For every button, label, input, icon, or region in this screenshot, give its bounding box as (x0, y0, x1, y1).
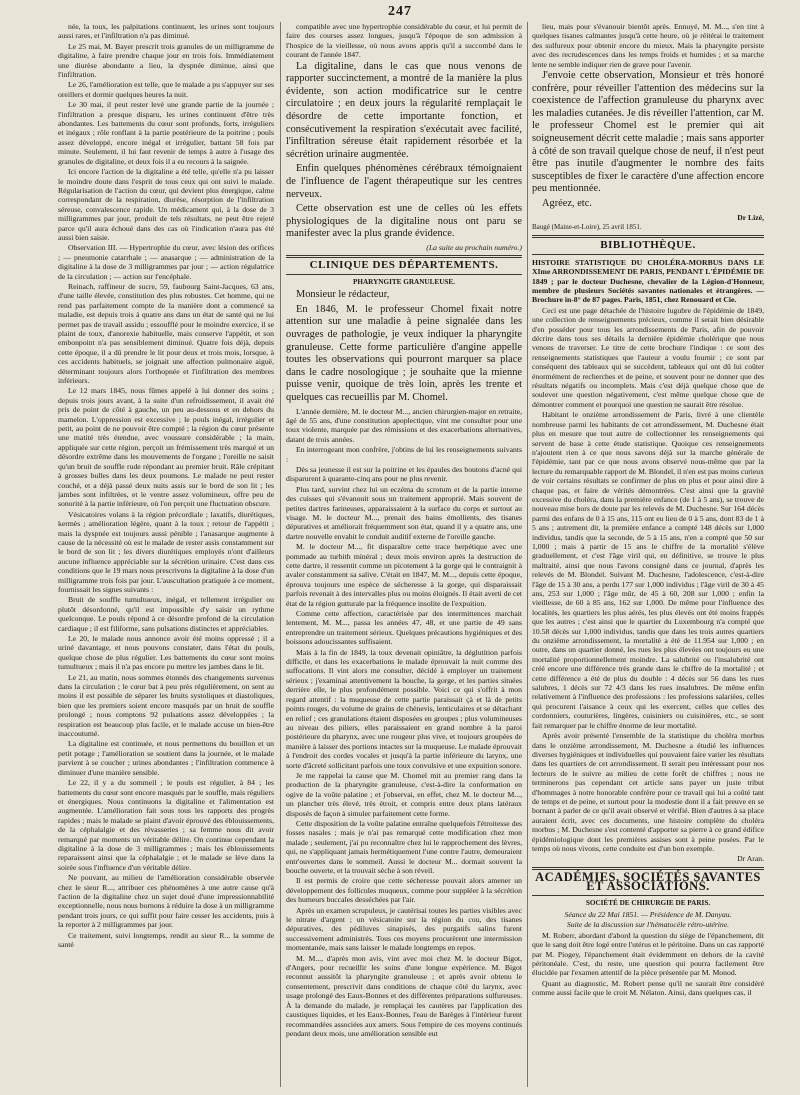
book-heading: HISTOIRE STATISTIQUE DU CHOLÉRA-MORBUS DANS LE XIme ARRONDISSEMENT DE PARIS, PENDANT L'ÉPIDÉMIE DE 1849 ; par le docteur Duchesne, chevalier de la Légion-d'Honneur, membre de plusieurs Sociétés savantes nationales et étrangères. — Brochure in-8° de 87 pages. Paris, 1851, chez Renouard et Cie. (532, 257, 764, 305)
paragraph: La digitaline est continuée, et nous permettons du bouillon et un petit potage ; l'amélioration se soutient dans la journée, et le malade parvient à se coucher ; urines abondantes ; l'infiltration commence à diminuer d'une manière sensible. (58, 739, 274, 777)
paragraph: Agréez, etc. (542, 197, 592, 209)
paragraph: Vésicatoires volans à la région précordiale ; laxatifs, diurétiques, kermès ; amélioration légère, quant à la toux ; retour de l'appétit ; mais la dyspnée est toujours aussi pénible ; l'anasarque augmente à cause de la nécessité où est le malade de rester assis constamment sur le bord de son lit ; les divers diurétiques employés n'ont d'ailleurs aucune influence appréciable sur la sécrétion urinaire. C'est dans ces conditions que le 19 mars nous prescrivons la digitaline à la dose d'un milligramme trois fois par jour. L'auscultation pratiquée à ce moment, fournissait les signes suivants : (58, 509, 274, 594)
paragraph: Je me rappelai la cause que M. Chomel mit au premier rang dans la production de la pharyngite granuleuse, c'est-à-dire la conformation en ogive de la voûte palatine ; et j'observai, en effet, chez M. le docteur M..., un plancher très élevé, très étroit, et compris entre deux plans latéraux disposés de façon à simuler parfaitement cette forme. (286, 770, 522, 818)
paragraph: Il est permis de croire que cette sécheresse pouvait alors amener un développement des follicules muqueux, comme pour suppléer à la sécrétion des humeurs buccales desséchées par l'air. (286, 876, 522, 905)
society-title: SOCIÉTÉ DE CHIRURGIE DE PARIS. (585, 898, 711, 907)
column-2-lead (286, 304, 522, 405)
society-subject: Suite de la discussion sur l'hématocèle rétro-utérine. (566, 920, 730, 930)
column-1 (58, 22, 274, 1089)
column-2 (286, 22, 522, 1089)
paragraph: Le 30 mai, il peut rester levé une grande partie de la journée ; l'infiltration a presque disparu, les urines continuent d'être très abondantes. Les battements du cœur sont profonds, forts, irréguliers et inégaux ; rôle ronflant à la partie postérieure de la poitrine ; pouls assez développé, encore inégal et irrégulier, battant 58 fois par minute. Seulement, il lui faut revenir de temps à autre à l'usage des granules de digitaline, et deux fois il a eu recours à la saignée. (58, 100, 274, 166)
paragraph: Le 26, l'amélioration est telle, que le malade a pu s'appuyer sur ses oreillers et dormir quelques heures la nuit. (58, 80, 274, 99)
paragraph: M. le docteur M..., fit disparaître cette trace herpétique avec une pommade au turbith minéral ; deux mois environ après la destruction de cette dartre, il ressentit comme un picotement à la gorge qui le contraignit à avaler constamment sa salive. C'était en 1847, M. M..., depuis cette époque, éprouva toujours une espèce de sécheresse à la gorge, qui disparaissait parfois revenait à des intervalles plus ou moins éloignés. Il était averti de cet état de la région gutturale par la fréquence insolite de l'expuition. (286, 542, 522, 608)
column-3-letter (532, 70, 764, 211)
column-rule-1 (280, 22, 281, 1087)
paragraph: Ceci est une page détachée de l'histoire lugubre de l'épidémie de 1849, une collection de renseignements précieux, comme il serait bien désirable d'en posséder pour tous les arrondissements de Paris, afin de pouvoir décrire dans tous ses détails la dernière épidémie cholérique que nous venons de traverser. Le titre de cette brochure l'indique : ce sont des renseignements statistiques que l'auteur a voulu fournir ; ce sont par conséquent des tableaux qui se succèdent, tableaux qui ont dû lui coûter énormément de recherches et de peine, et souvent pour ne donner que des résultats négatifs ou incomplets. Mais c'est déjà quelque chose que de soulever une question négativement, c'est même quelque chose que de démontrer comment et pourquoi une question ne saurait être résolue. (532, 305, 764, 409)
paragraph: Ce traitement, suivi longtemps, rendit au sieur R... la somme de santé (58, 930, 274, 949)
salutation: Monsieur le rédacteur, (296, 289, 390, 301)
paragraph: Enfin quelques phénomènes cérébraux témoignaient de l'influence de l'agent thérapeutique sur les centres nerveux. (286, 163, 522, 200)
paragraph: Quant au diagnostic, M. Robert pense qu'il ne saurait être considéré comme aussi facile que le croit M. Nélaton. Ainsi, dans quelques cas, il (532, 978, 764, 998)
column-3-society (532, 931, 764, 998)
page-number: 247 (388, 4, 412, 19)
paragraph: Cette observation est une de celles où les effets physiologiques de la digitaline nous ont paru se manifester avec la plus grande évidence. (286, 203, 522, 240)
paragraph: Plus tard, survint chez lui un eczéma du scrotum et de la partie interne des cuisses qui s'évanouit sous un traitement approprié. Mais souvent de petites dartres farineuses, apparaissaient à la surface du corps et surtout au visage. M. le docteur M..., prenait des bains émollients, des tisanes dépuratives et améliorait fréquemment son état, quand il y a quatre ans, une dartre nouvelle envahit le conduit auditif externe de l'oreille gauche. (286, 484, 522, 541)
signature-place: Baugé (Maine-et-Loire), 25 avril 1851. (532, 222, 642, 231)
column-rule-2 (527, 22, 528, 1087)
section-divider (532, 235, 764, 238)
paragraph: Le 22, il y a du sommeil ; le pouls est régulier, à 84 ; les battements du cœur sont encore masqués par le souffle, mais réguliers et énergiques. Nous continuons la digitaline et l'alimentation est augmentée. L'amélioration fait sous tous les rapports des progrès rapides ; mais le malade se plaint d'avoir éprouvé des éblouissements, de la céphalalgie et des révasseries ; sa femme nous dit avoir remarqué par moments un véritable délire. On continue cependant la digitaline à la dose de 3 milligrammes ; mais les éblouissements reparaissent ainsi que la céphalalgie ; et le malade se lève dans la soirée sous l'influence d'un véritable délire. (58, 778, 274, 872)
paragraph: Le 20, le malade nous annonce avoir été moins oppressé ; il a uriné davantage, et nous pouvons constater, dans l'état du pouls, quelque chose de plus régulier. Les battements du cœur sont moins tumultueux ; mais il n'a pas encore pu mettre les jambes dans le lit. (58, 634, 274, 672)
paragraph: Dès sa jeunesse il est sur la poitrine et les épaules des boutons d'acné qui disparurent à quarante-cinq ans pour ne plus revenir. (286, 464, 522, 484)
section-divider-thin (532, 254, 764, 255)
continuation-note: (La suite au prochain numéro.) (426, 242, 522, 252)
paragraph: Après avoir présenté l'ensemble de la statistique du choléra morbus dans le onzième arrondissement, M. Duchesne a étudié les influences diverses hygiéniques et individuelles qui pouvaient faire varier les résultats dans les quartiers de cet arrondissement. Il serait peu intéressant pour nos lecteurs de le suivre au milieu de cette forêt de chiffres ; nous ne terminerons pas cependant cet article sans payer un juste tribut d'hommages à notre honorable confrère pour ce travail qui lui a coûté tant de temps et de peine, et surtout pour la modestie dont il a fait preuve en se bornant à parler de ce qu'il avait observé et vérifié. Bien d'autres à sa place auraient écrit, avec ces documents, une histoire complète du choléra morbus ; M. Duchesne s'est contenté d'apporter sa pierre à ce grand édifice épidémiologique dont les premières assises sont à peine posées. Par le temps où nous vivons, cette conduite est d'un bon exemple. (532, 731, 764, 853)
column-2-conclusion (286, 61, 522, 241)
society-session: Séance du 22 Mai 1851. — Présidence de M. Danyau. (564, 910, 732, 919)
signature-aran: Dr Aran. (737, 854, 764, 864)
column-3-intro (532, 22, 764, 69)
section-divider-thin (532, 895, 764, 896)
paragraph: M. Roberr, abordant d'abord la question du siège de l'épanchement, dit que le sang doit être logé entre l'utérus et le péritoine. Dans un cas rapporté par M. Piogey, l'épanchement était évidemment en dehors de la cavité péritonéale. C'est, du reste, une question qui pourra facilement être élucidée par l'examen attentif de la pièce présentée par M. Monod. (532, 930, 764, 978)
article-subtitle: PHARYNGITE GRANULEUSE. (353, 277, 455, 286)
paragraph: Après un examen scrupuleux, je cautérisai toutes les parties visibles avec le nitrate d'argent ; un vésicatoire sur la région du cou, des tisanes dépuratives, des pédiluves sinapisés, des purgatifs salins furent successivement administrés. Tous ces moyens procurèrent une intermission momentanée, mais sans laisser le malade longtemps en repos. (286, 905, 522, 953)
section-title-bibliotheque: BIBLIOTHÈQUE. (600, 239, 696, 252)
paragraph: Le 12 mars 1845, nous fûmes appelé à lui donner des soins ; depuis trois jours avant, à la suite d'un refroidissement, il avait été pris de point de côté à gauche, un peu au-dessous et en dehors du mamelon. L'oppression est excessive ; le pouls inégal, irrégulier et petit, au point de ne pouvoir être compté ; la région du cœur présente une matité très étendue, avec voussure considérable ; la main, appliquée sur cette région, perçoit un frémissement très marqué et un désordre extrême dans les mouvements de l'organe ; l'oreille ne saisit qu'un bruit de souffle rude répondant au premier bruit. Râle crépitant à grosses bulles dans les deux poumons. Le malade ne peut rester couché, et a déjà passé deux nuits assis sur le bord de son lit ; les jambes sont infiltrées, et le ventre assez volumineux, offre peu de sonorité à la partie inférieure, où l'on perçoit une fluctuation obscure. (58, 386, 274, 509)
paragraph: Comme cette affection, caractérisée par des intermittences marchait lentement, M. M..., passa les années 47, 48, et une partie de 49 sans entreprendre un traitement sérieux. Quelques précautions hygiéniques et des boissons adoucissantes suffisaient. (286, 609, 522, 647)
column-3-review (532, 306, 764, 854)
section-title-academies: ACADÉMIES, SOCIÉTÉS SAVANTES ET ASSOCIATIONS. (535, 869, 761, 894)
column-1-body (58, 22, 274, 949)
paragraph: née, la toux, les palpitations continuent, les urines sont toujours aussi rares, et l'infiltration n'a pas diminué. (58, 22, 274, 41)
paragraph: Ici encore l'action de la digitaline a été telle, qu'elle n'a pu laisser le moindre doute dans l'esprit de tous ceux qui ont suivi le malade. Régularisation de l'action du cœur, qui devient plus énergique, calme correspondant de la respiration, diurèse, résorption de l'infiltration séreuse, convalescence rapide. Un médicament qui, à la dose de 3 milligrammes par jour, produit de tels résultats, ne peut être rejeté parce qu'il aura échoué dans des cas où l'indication n'aura pas été aussi bien saisie. (58, 167, 274, 242)
signature-lize: Dr Lizé, (737, 212, 764, 222)
paragraph: Le 25 mai, M. Bayer prescrit trois granules de un milligramme de digitaline, à faire prendre chaque jour en trois fois. Immédiatement une diurèse abondante a lieu, la dyspnée diminue, ainsi que l'infiltration. (58, 41, 274, 80)
column-2-body (286, 407, 522, 1039)
paragraph: L'année dernière, M. le docteur M..., ancien chirurgien-major en retraite, âgé de 55 ans, d'une constitution apoplectique, vint me consulter pour une toux violente, marquée par des rémissions et des exacerbations alternatives, datant de trois années. (286, 406, 522, 444)
paragraph: compatible avec une hypertrophie considérable du cœur, et lui permit de faire des courses assez longues, jusqu'à l'époque de son admission à l'hospice de la vieillesse, où nous avons appris qu'il a succombé dans le courant de l'année 1847. (286, 22, 522, 60)
paragraph: Bruit de souffle tumultueux, inégal, et tellement irrégulier ou plutôt désordonné, qu'il est impossible d'y saisir un rythme quelconque. Le pouls répond à ce désordre profond de la circulation cardiaque ; il est filiforme, sans pulsations distinctes et appréciables. (58, 595, 274, 633)
column-2-intro (286, 22, 522, 60)
paragraph: J'envoie cette observation, Monsieur et très honoré confrère, pour réveiller l'attention des médecins sur la coexistence de l'affection granuleuse du pharynx avec les maladies cutanées. Je dis réveiller l'attention, car M. le professeur Chomel est le premier qui ait soigneusement décrit cette maladie ; mais sans apporter à côté de son travail quelque chose de neuf, il n'est peut être pas inutile d'augmenter le nombre des faits susceptibles de fixer le caractère d'une affection encore peu mentionnée. (532, 70, 764, 195)
paragraph: Observation III. — Hypertrophie du cœur, avec lésion des orifices ; — pneumonie catarrhale ; — anasarque ; — administration de la digitaline à la dose de 3 milligrammes par jour ; — action régulatrice de la circulation ; — action sur l'encéphale. (58, 243, 274, 281)
paragraph: lieu, mais pour s'évanouir bientôt après. Ennuyé, M. M..., s'en tint à quelques tisanes calmantes jusqu'à cette heure, où je réitérai le traitement des sulfureux pour obtenir encore du mieux. Mais la pharyngite persiste avec des recrudescences dans les temps froids et humides ; et sa marche lente ne semble indiquer rien de grave pour l'avenir. (532, 22, 764, 69)
paragraph: Mais à la fin de 1849, la toux devenait opiniâtre, la déglutition parfois difficile, et dans les exacerbations le malade éprouvait la nuit comme des suffocations. Il vint alors me consulter, décidé à employer un traitement sérieux ; j'examinai attentivement la bouche, la gorge, et les parties situées derrière elle, le plus profondément possible. Voici ce qui s'offrit à mon regard attentif : la muqueuse de cette partie paraissait çà et là de petits points rouges, du volume de grains de chènevis, lenticulaires et se détachant en relief ; ces granulations étaient disposées en groupes ; plus volumineuses au niveau des piliers, elles paraissaient en grand nombre à la paroi postérieure du pharynx, avec une rougeur plus vive, et toujours groupées de manière à laisser des portions intactes sur la muqueuse. Le malade éprouvait à l'endroit des cordes vocales et jusqu'à la partie inférieure du larynx, une sorte d'âcreté sollicitant parfois une toux convulsive et une expuition sonore. (286, 647, 522, 770)
paragraph: En interrogeant mon confrère, j'obtins de lui les renseignements suivants : (286, 445, 522, 464)
paragraph: En 1846, M. le professeur Chomel fixait notre attention sur une maladie à peine signalée dans les ouvrages de pathologie, je veux indiquer la pharyngite granuleuse. Cette forme particulière d'angine appelle toutes les observations qui pourront marquer sa place dans le cadre nosologique ; je souhaite que la mienne puisse venir, quoique de très loin, après les trente et quelques cas recueillis par M. Chomel. (286, 303, 522, 403)
section-divider-thin (286, 274, 522, 275)
paragraph: Reinach, raffineur de sucre, 59, faubourg Saint-Jacques, 63 ans, d'une taille élevée, constitution des plus robustes. Cet homme, qui ne rend pas parfaitement compte de la manière dont a commencé sa maladie, est depuis trois à quatre ans dans un état de santé qui ne lui permet pas de travail assidu ; essoufflé pour le moindre exercice, il se plaint de toux, d'anorexie habituelle, mais conserve l'appétit, et son embonpoint n'a pas sensiblement diminué. Quatre fois déjà, depuis cette époque, il a dû prendre le lit pour deux et trois mois, lorsque, à ces accidents habituels, se joignait une affection pulmonaire aiguë, déterminant toujours alors l'orthopnée et l'infiltration des membres inférieurs. (58, 281, 274, 386)
paragraph: La digitaline, dans le cas que nous venons de rapporter succinctement, a montré de la manière la plus évidente, son action modificatrice sur le centre circulatoire ; en deux jours la régularité remplaçait le désordre de cette importante fonction, et consécutivement la respiration s'exécutait avec facilité, l'infiltration séreuse était rapidement résorbée et la sécrétion urinaire augmentée. (286, 60, 522, 160)
column-3 (532, 22, 764, 1089)
section-divider (286, 255, 522, 258)
paragraph: Cette disposition de la voûte palatine entraîne quelquefois l'étroitesse des fosses nasales ; mais je n'ai pas remarqué cette modification chez mon malade ; seulement, j'ai pu reconnaître chez lui le rapprochement des lèvres, qui, ne s'appliquant jamais hermétiquement l'une contre l'autre, demeuraient entr'ouvertes dans le sommeil. Aussi le docteur M... dormait souvent la bouche ouverte, et la trouvait sèche à son réveil. (286, 818, 522, 875)
paragraph: Le 21, au matin, nous sommes étonnés des changements survenus dans la circulation ; le cœur bat à peu près régulièrement, on sent au moins il est possible de séparer les bruits systoliques et diastoliques, bien que les premiers soient encore masqués par un bruit de souffle prolongé ; nous comptons 92 pulsations assez développées ; la respiration est beaucoup plus facile, et le malade accuse un bien-être inaccoutumé. (58, 672, 274, 739)
paragraph: Ne pouvant, au milieu de l'amélioration considérable observée chez le sieur R..., attribuer ces phénomènes à une autre cause qu'à l'action de la digitaline chez un sujet doué d'une impressionnabilité exceptionnelle, nous nous bornons à réduire la dose à un milligramme pendant trois jours, ce qui suffit pour faire cesser les accidents, puis à la reporter à 2 milligrammes par jour. (58, 873, 274, 930)
paragraph: Habitant le onzième arrondissement de Paris, livré à une clientèle nombreuse parmi les habitants de cet arrondissement, M. Duchesne était plus en mesure que tout autre de collectionner les renseignements qui servent de base à cette étude statistique. Quoique ces renseignements n'ajoutent rien à ce que nous savons déjà sur la marche générale de l'épidémie, tant par ce que nous avons observé nous-même que par la lecture du remarquable rapport de M. Blondel, il n'en est pas moins curieux de voir certains résultats se confirmer de plus en plus et pour ainsi dire à chaque pas, et faire de vérités démontrées. C'est ainsi que la gravité excessive du choléra, dans la première enfance (de 1 à 5 ans), se trouve de nouveau mise hors de doute par les relevés de M. Duchesne. Sur 164 décès parmi des enfans de 0 à 15 ans, 115 ont eu lieu de 0 à 5 ans, dont 83 de 1 à 5 ans ; autrement dit, la première enfance a compté 148 décès sur 1,000 individus, tandis que la seconde, de 5 à 15 ans, n'en a compté que 50 sur 1,000 ; mais à partir de 15 ans le chiffre de la mortalité s'élève graduellement, et c'est l'âge viril qui, en définitive, se trouve le plus maltraité, ainsi que nous l'avons consigné dans ce journal, d'après les relevés de M. Blondel. Suivant M. Duchesne, l'adolescence, c'est-à-dire l'âge de 15 à 30 ans, a perdu 177 sur 1,000 individus ; l'âge viril de 30 à 45 ans, 253 sur 1,000 ; l'âge mûr, de 45 à 60, 208 sur 1,000 ; enfin la vieillesse, de 60 à 85 ans, 162 sur 1,000. De même pour l'influence des localités, les quartiers les plus aérés, les plus élevés ont été moins frappés que les autres ; c'est ainsi que le quartier du Luxembourg n'a compté que 10.58 décès sur 1,000 individus, tandis que dans les trois autres quartiers du onzième arrondissement, la mortalité a été de 11.954 sur 1,000 ; en outre, dans un quartier donné, les rues les plus élevées ont toujours eu une mortalité proportionnellement moindre. La salubrité ou l'insalubrité ont créé encore une différence très grande dans le chiffre de la mortalité ; et cette différence a été de plus du double : 4 décès sur 56 dans les rues salubres, 1 décès sur 72 4/3 dans les rues insalubres. De même enfin relativement à l'influence des professions : les professions salariées, celles qui procurent l'aisance à ceux qui les exercent, celles que celles des cordonniers, couturières, lingères, cuisiniers ou cuisinières, etc., se sont fait remarquer par le chiffre énorme de leur mortalité. (532, 410, 764, 730)
paragraph: M. M..., d'après mon avis, vint avec moi chez M. le docteur Bigot, d'Angers, pour recueillir les soins d'une longue expérience. M. Bigot reconnut aussitôt la pharyngite granuleuse ; et après avoir obtenu le consentement, prescrivit dans conditions de chaque côté du larynx, avec usage prolongé des Eaux-Bonnes et des différentes préparations sulfureuses. À la demande du malade, je remplaçai les cautères par l'application des caustiques liquides, et les Eaux-Bonnes, l'eau de Barèges à l'intérieur furent recommandées associées aux amers. Sous l'empire de ces moyens continués pendant deux mois, une amélioration sensible eut (286, 953, 522, 1038)
section-title-clinique: CLINIQUE DES DÉPARTEMENTS. (309, 259, 499, 272)
